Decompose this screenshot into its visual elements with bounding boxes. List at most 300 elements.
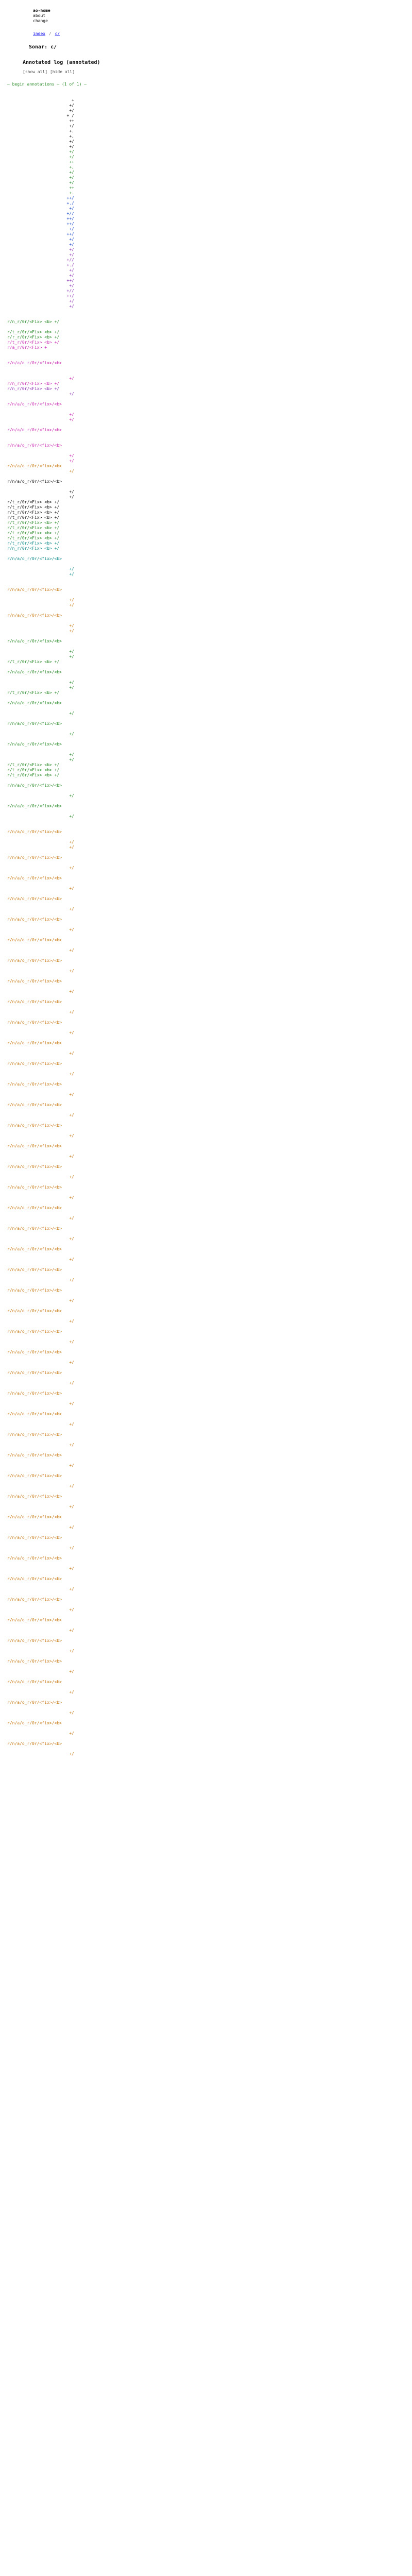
log-line-text: r/t_r/0r/<Fix> <b> +/	[7, 510, 60, 515]
log-line	[7, 1669, 79, 1674]
log-line	[7, 113, 79, 118]
log-line-text: r/n/a/o_r/0r/<fix>/<b>	[7, 1144, 62, 1148]
log-line	[7, 191, 79, 196]
spacer-row	[7, 1221, 79, 1226]
spacer-row	[7, 355, 79, 361]
top-nav	[33, 8, 115, 24]
log-line-text: r/t_r/0r/<Fix> <b> +/	[7, 531, 60, 535]
log-line-text: +/	[69, 907, 74, 911]
spacer-row	[7, 1231, 79, 1236]
log-line	[7, 392, 79, 397]
log-line	[7, 1690, 79, 1695]
log-line	[7, 948, 79, 953]
log-line-text: +/	[69, 304, 74, 309]
log-line	[7, 376, 79, 381]
spacer-row	[7, 1623, 79, 1628]
log-line	[7, 1422, 79, 1427]
spacer-row	[7, 1242, 79, 1247]
log-line	[7, 515, 79, 520]
log-line	[7, 1370, 79, 1376]
log-line-text: r/t_r/0r/<Fix> <b> +/	[7, 520, 60, 525]
log-line-text: r/t_r/0r/<Fix> <b> +/	[7, 541, 60, 546]
breadcrumb-item-current[interactable]: c/	[55, 31, 60, 36]
log-line-text: +/	[69, 103, 74, 108]
log-line	[7, 335, 79, 340]
log-line-text: +/	[69, 732, 74, 736]
log-line-text: r/n/a/o_r/0r/<fix>/<b>	[7, 639, 62, 643]
log-line-text: +/	[69, 412, 74, 417]
log-line-text: r/n/a/o_r/0r/<fix>/<b>	[7, 1123, 62, 1128]
log-line	[7, 505, 79, 510]
log-line	[7, 1113, 79, 1118]
spacer-row	[7, 1458, 79, 1463]
log-line-text: +/	[69, 170, 74, 175]
log-line	[7, 1628, 79, 1633]
log-line	[7, 938, 79, 943]
spacer-row	[7, 1705, 79, 1710]
spacer-row	[7, 1066, 79, 1072]
log-line-text: +/	[69, 757, 74, 762]
log-line	[7, 886, 79, 891]
log-line	[7, 1340, 79, 1345]
log-line	[7, 216, 79, 222]
spacer-row	[7, 1200, 79, 1206]
log-line	[7, 999, 79, 1005]
log-line	[7, 1607, 79, 1613]
log-line-text: +/	[69, 108, 74, 113]
log-line-text: r/t_r/0r/<Fix> <b> +/	[7, 690, 60, 695]
log-line	[7, 175, 79, 180]
log-line-text: +/	[69, 1319, 74, 1324]
log-line	[7, 489, 79, 495]
log-line	[7, 917, 79, 922]
spacer-row	[7, 1479, 79, 1484]
log-line	[7, 1710, 79, 1716]
log-line	[7, 211, 79, 216]
log-line-text: r/n/a/o_r/0r/<fix>/<b>	[7, 361, 62, 365]
log-line	[7, 412, 79, 417]
log-line-text: r/n/a/o_r/0r/<fix>/<b>	[7, 1020, 62, 1025]
log-line	[7, 227, 79, 232]
spacer-row	[7, 953, 79, 958]
log-line	[7, 1061, 79, 1066]
spacer-row	[7, 1747, 79, 1752]
log-line	[7, 531, 79, 536]
spacer-row	[7, 618, 79, 623]
log-line-text: r/n/a/o_r/0r/<fix>/<b>	[7, 1535, 62, 1540]
log-line-text: +/	[69, 1422, 74, 1427]
log-line	[7, 247, 79, 252]
log-line	[7, 1072, 79, 1077]
log-line-text: r/t_r/0r/<Fix> <b> +/	[7, 515, 60, 520]
spacer-row	[7, 1056, 79, 1061]
log-line	[7, 1123, 79, 1128]
spacer-row	[7, 912, 79, 917]
spacer-row	[7, 1427, 79, 1432]
log-line	[7, 345, 79, 350]
log-line	[7, 1267, 79, 1273]
log-line	[7, 1133, 79, 1139]
log-line-text: +/	[69, 1546, 74, 1550]
spacer-row	[7, 1190, 79, 1195]
log-line-text: +/	[69, 1607, 74, 1612]
log-line	[7, 1566, 79, 1571]
log-line	[7, 773, 79, 778]
log-line-text: +/	[69, 969, 74, 973]
log-line	[7, 989, 79, 994]
spacer-row	[7, 1262, 79, 1267]
spacer-row	[7, 1025, 79, 1030]
log-line-text: +/	[69, 1566, 74, 1571]
log-line-text: ++/	[66, 222, 74, 226]
log-line-text: r/n/a/o_r/0r/<fix>/<b>	[7, 1329, 62, 1334]
spacer-row	[7, 1097, 79, 1103]
log-line	[7, 180, 79, 185]
log-line-text: +/	[69, 1690, 74, 1694]
log-line-text: +/	[69, 299, 74, 303]
spacer-row	[7, 474, 79, 479]
log-line-text: r/t_r/0r/<Fix> <b> +/	[7, 536, 60, 540]
log-line	[7, 417, 79, 422]
nav-item-change[interactable]: change	[33, 19, 48, 23]
log-line	[7, 495, 79, 500]
spacer-row	[7, 1365, 79, 1370]
log-line	[7, 1443, 79, 1448]
log-line-text: +/	[69, 1463, 74, 1468]
log-line-text: +/	[69, 495, 74, 499]
log-line	[7, 268, 79, 273]
log-line	[7, 613, 79, 618]
spacer-row	[7, 1303, 79, 1309]
log-line	[7, 1659, 79, 1664]
spacer-row	[7, 943, 79, 948]
log-line-text: +/	[69, 685, 74, 690]
log-line-text: +/	[69, 417, 74, 422]
log-line	[7, 129, 79, 134]
log-line-text: +/	[69, 1092, 74, 1097]
log-line	[7, 289, 79, 294]
log-line	[7, 1741, 79, 1747]
log-line-text: +/	[69, 1484, 74, 1488]
log-line-text: +/	[69, 1381, 74, 1385]
log-line	[7, 1638, 79, 1643]
log-line	[7, 896, 79, 902]
log-line-text: +/	[69, 1175, 74, 1179]
log-line-text: r/n/a/o_r/0r/<fix>/<b>	[7, 829, 62, 834]
log-line-text: r/n/a/o_r/0r/<fix>/<b>	[7, 742, 62, 747]
log-line-text: r/n/a/o_r/0r/<fix>/<b>	[7, 1597, 62, 1602]
log-line	[7, 526, 79, 531]
log-line	[7, 829, 79, 835]
log-line	[7, 927, 79, 933]
log-line	[7, 1391, 79, 1396]
log-line-text: r/n/a/o_r/0r/<fix>/<b>	[7, 1391, 62, 1396]
log-line-text: r/n/a/o_r/0r/<fix>/<b>	[7, 1164, 62, 1169]
log-line	[7, 258, 79, 263]
spacer-row	[7, 1685, 79, 1690]
log-line-text: r/n/a/o_r/0r/<fix>/<b>	[7, 1721, 62, 1725]
log-line	[7, 124, 79, 129]
log-line	[7, 814, 79, 819]
log-line	[7, 866, 79, 871]
spacer-row	[7, 933, 79, 938]
spacer-row	[7, 974, 79, 979]
log-line	[7, 690, 79, 696]
log-line-text: r/t_r/0r/<Fix> <b> +/	[7, 340, 60, 345]
log-line-text: +/	[69, 252, 74, 257]
log-line	[7, 567, 79, 572]
spacer-row	[7, 1654, 79, 1659]
log-line-text: +/	[69, 1360, 74, 1365]
log-line-text: r/n/a/o_r/0r/<fix>/<b>	[7, 1432, 62, 1437]
log-line-text: r/t_r/0r/<Fix> <b> +/	[7, 659, 60, 664]
spacer-row	[7, 1170, 79, 1175]
log-line-text: r/n/a/o_r/0r/<fix>/<b>	[7, 1638, 62, 1643]
annotated-lines	[7, 98, 79, 1757]
log-line-text: +/	[69, 814, 74, 819]
log-line	[7, 783, 79, 788]
spacer-row	[7, 1664, 79, 1669]
log-line-text: r/n/a/o_r/0r/<fix>/<b>	[7, 876, 62, 880]
log-line-text: r/n/a/o_r/0r/<fix>/<b>	[7, 958, 62, 963]
spacer-row	[7, 644, 79, 649]
log-line-text: +/	[69, 1195, 74, 1200]
log-line-text: r/n/a/o_r/0r/<fix>/<b>	[7, 402, 62, 406]
spacer-row	[7, 1118, 79, 1123]
log-line	[7, 237, 79, 242]
log-line	[7, 907, 79, 912]
log-line-text: r/n/a/o_r/0r/<fix>/<b>	[7, 1700, 62, 1705]
log-line-text: +/	[69, 1030, 74, 1035]
log-line-text: +/	[69, 149, 74, 154]
log-line	[7, 804, 79, 809]
spacer-row	[7, 1396, 79, 1401]
log-line	[7, 1247, 79, 1252]
log-line-text: +.	[69, 191, 74, 195]
log-line-text: r/n/a/o_r/0r/<fix>/<b>	[7, 443, 62, 448]
log-line	[7, 232, 79, 237]
log-line	[7, 1257, 79, 1262]
spacer-row	[7, 371, 79, 376]
log-line-text: r/n/a/o_r/0r/<fix>/<b>	[7, 1288, 62, 1293]
spacer-row	[7, 1128, 79, 1133]
spacer-row	[7, 1448, 79, 1453]
log-line-text: +/	[69, 1133, 74, 1138]
spacer-row	[7, 448, 79, 453]
spacer-row	[7, 1376, 79, 1381]
log-line-text: +/	[69, 175, 74, 180]
log-line-text: r/n/a/o_r/0r/<fix>/<b>	[7, 479, 62, 484]
spacer-row	[7, 994, 79, 999]
log-line	[7, 1721, 79, 1726]
log-line-text: + /	[66, 113, 74, 118]
log-line	[7, 278, 79, 283]
log-line-text: +/	[69, 989, 74, 994]
log-line-text: +/	[69, 572, 74, 577]
log-line	[7, 1329, 79, 1334]
spacer-row	[7, 397, 79, 402]
breadcrumb-item-index[interactable]: index	[33, 31, 46, 36]
log-line-text: r/n/a/o_r/0r/<fix>/<b>	[7, 783, 62, 788]
log-line	[7, 587, 79, 592]
log-line	[7, 762, 79, 768]
spacer-row	[7, 706, 79, 711]
log-line-text: +/	[69, 1587, 74, 1591]
log-line-text: +,	[69, 165, 74, 170]
log-line-text: +,	[69, 134, 74, 139]
log-line	[7, 1752, 79, 1757]
log-line-text: r/n/a/o_r/0r/<fix>/<b>	[7, 1412, 62, 1416]
log-line-text: r/n/a/o_r/0r/<fix>/<b>	[7, 1618, 62, 1622]
toggle-links: [show all] [hide all]	[23, 70, 75, 74]
log-line-text: +/	[69, 268, 74, 273]
nav-item-home[interactable]: ao-home	[33, 8, 50, 13]
log-line-text: +/	[69, 459, 74, 463]
spacer-row	[7, 1551, 79, 1556]
spacer-row	[7, 577, 79, 582]
spacer-row	[7, 1180, 79, 1185]
log-line	[7, 1298, 79, 1303]
spacer-row	[7, 850, 79, 855]
spacer-row	[7, 891, 79, 896]
log-line	[7, 1041, 79, 1046]
log-line-text: +/	[69, 711, 74, 716]
log-line-text: r/a_r/0r/<Fix> +	[7, 345, 47, 350]
log-line-text: r/n/a/o_r/0r/<fix>/<b>	[7, 1267, 62, 1272]
spacer-row	[7, 1252, 79, 1257]
log-line-text: +/	[69, 453, 74, 458]
log-line	[7, 222, 79, 227]
log-line	[7, 1432, 79, 1437]
log-line	[7, 1473, 79, 1479]
spacer-row	[7, 1046, 79, 1051]
log-line-text: +/	[69, 1072, 74, 1076]
spacer-row	[7, 484, 79, 489]
log-line	[7, 556, 79, 562]
spacer-row	[7, 726, 79, 732]
log-line	[7, 340, 79, 345]
spacer-row	[7, 1716, 79, 1721]
log-line-text: r/n/a/o_r/0r/<fix>/<b>	[7, 1556, 62, 1561]
log-line-text: +/	[69, 124, 74, 128]
spacer-row	[7, 902, 79, 907]
log-line-text: ++/	[66, 232, 74, 236]
spacer-row	[7, 799, 79, 804]
spacer-row	[7, 1540, 79, 1546]
log-line	[7, 1515, 79, 1520]
spacer-row	[7, 819, 79, 824]
log-line	[7, 536, 79, 541]
log-line-text: +/	[69, 927, 74, 932]
log-line	[7, 546, 79, 551]
spacer-row	[7, 1726, 79, 1731]
log-line-text: +/	[69, 155, 74, 159]
spacer-row	[7, 1005, 79, 1010]
nav-item-about[interactable]: about	[33, 13, 46, 18]
log-line	[7, 1360, 79, 1365]
spacer-row	[7, 1149, 79, 1154]
log-line-text: +/	[69, 227, 74, 231]
log-line-text: r/n_r/0r/<Fix> <b> +/	[7, 386, 60, 391]
log-line-text: r/n/a/o_r/0r/<fix>/<b>	[7, 613, 62, 618]
log-line	[7, 1484, 79, 1489]
spacer-row	[7, 1406, 79, 1412]
log-line	[7, 98, 79, 103]
log-line	[7, 283, 79, 289]
log-line-text: r/n/a/o_r/0r/<fix>/<b>	[7, 1741, 62, 1746]
log-line-text: +/	[69, 845, 74, 850]
log-line-text: ++/	[66, 294, 74, 298]
log-line	[7, 670, 79, 675]
log-line	[7, 1206, 79, 1211]
log-line	[7, 1453, 79, 1458]
log-line-text: +/	[69, 1401, 74, 1406]
log-line	[7, 1144, 79, 1149]
spacer-row	[7, 1520, 79, 1525]
log-line-text: r/t_r/0r/<Fix> <b> +/	[7, 762, 60, 767]
log-line-text: r/r_r/0r/<Fix> <b> +/	[7, 335, 60, 340]
log-line	[7, 299, 79, 304]
spacer-row	[7, 314, 79, 319]
spacer-row	[7, 634, 79, 639]
spacer-row	[7, 350, 79, 355]
log-line	[7, 402, 79, 407]
log-line-text: r/n/a/o_r/0r/<fix>/<b>	[7, 1226, 62, 1231]
log-line	[7, 1556, 79, 1561]
log-line	[7, 649, 79, 654]
log-line-text: r/n/a/o_r/0r/<fix>/<b>	[7, 1577, 62, 1581]
log-line	[7, 1525, 79, 1530]
log-line-text: r/t_r/0r/<Fix> <b> +/	[7, 505, 60, 510]
spacer-row	[7, 835, 79, 840]
log-line-text: r/n/a/o_r/0r/<fix>/<b>	[7, 556, 62, 561]
log-line-text: +/	[69, 623, 74, 628]
log-line-text: +/	[69, 1504, 74, 1509]
log-line	[7, 1288, 79, 1293]
log-line-text: +.	[69, 129, 74, 133]
log-line-text: r/n/a/o_r/0r/<fix>/<b>	[7, 670, 62, 674]
log-line-text: +/	[69, 840, 74, 844]
spacer-row	[7, 881, 79, 886]
log-line-text: +/	[69, 237, 74, 242]
log-line	[7, 768, 79, 773]
spacer-row	[7, 922, 79, 927]
log-line-text: r/n/a/o_r/0r/<fix>/<b>	[7, 979, 62, 984]
spacer-row	[7, 1643, 79, 1649]
log-line-text: +/	[69, 1154, 74, 1159]
spacer-row	[7, 1674, 79, 1680]
log-line	[7, 1092, 79, 1097]
log-line-text: r/n/a/o_r/0r/<fix>/<b>	[7, 1247, 62, 1251]
log-line-text: r/n/a/o_r/0r/<fix>/<b>	[7, 855, 62, 860]
log-line-text: +/	[69, 206, 74, 211]
spacer-row	[7, 1159, 79, 1164]
spacer-row	[7, 809, 79, 814]
spacer-row	[7, 860, 79, 866]
log-line	[7, 459, 79, 464]
log-line	[7, 103, 79, 108]
log-line	[7, 330, 79, 335]
log-line	[7, 196, 79, 201]
log-line-text: r/n/a/o_r/0r/<fix>/<b>	[7, 1082, 62, 1087]
log-line-text: r/n/a/o_r/0r/<fix>/<b>	[7, 1659, 62, 1664]
log-line	[7, 1195, 79, 1200]
log-line-text: r/n/a/o_r/0r/<fix>/<b>	[7, 721, 62, 726]
log-line	[7, 1226, 79, 1231]
log-line	[7, 685, 79, 690]
log-line-text: ++/	[66, 278, 74, 283]
log-line-text: r/n/a/o_r/0r/<fix>/<b>	[7, 1370, 62, 1375]
